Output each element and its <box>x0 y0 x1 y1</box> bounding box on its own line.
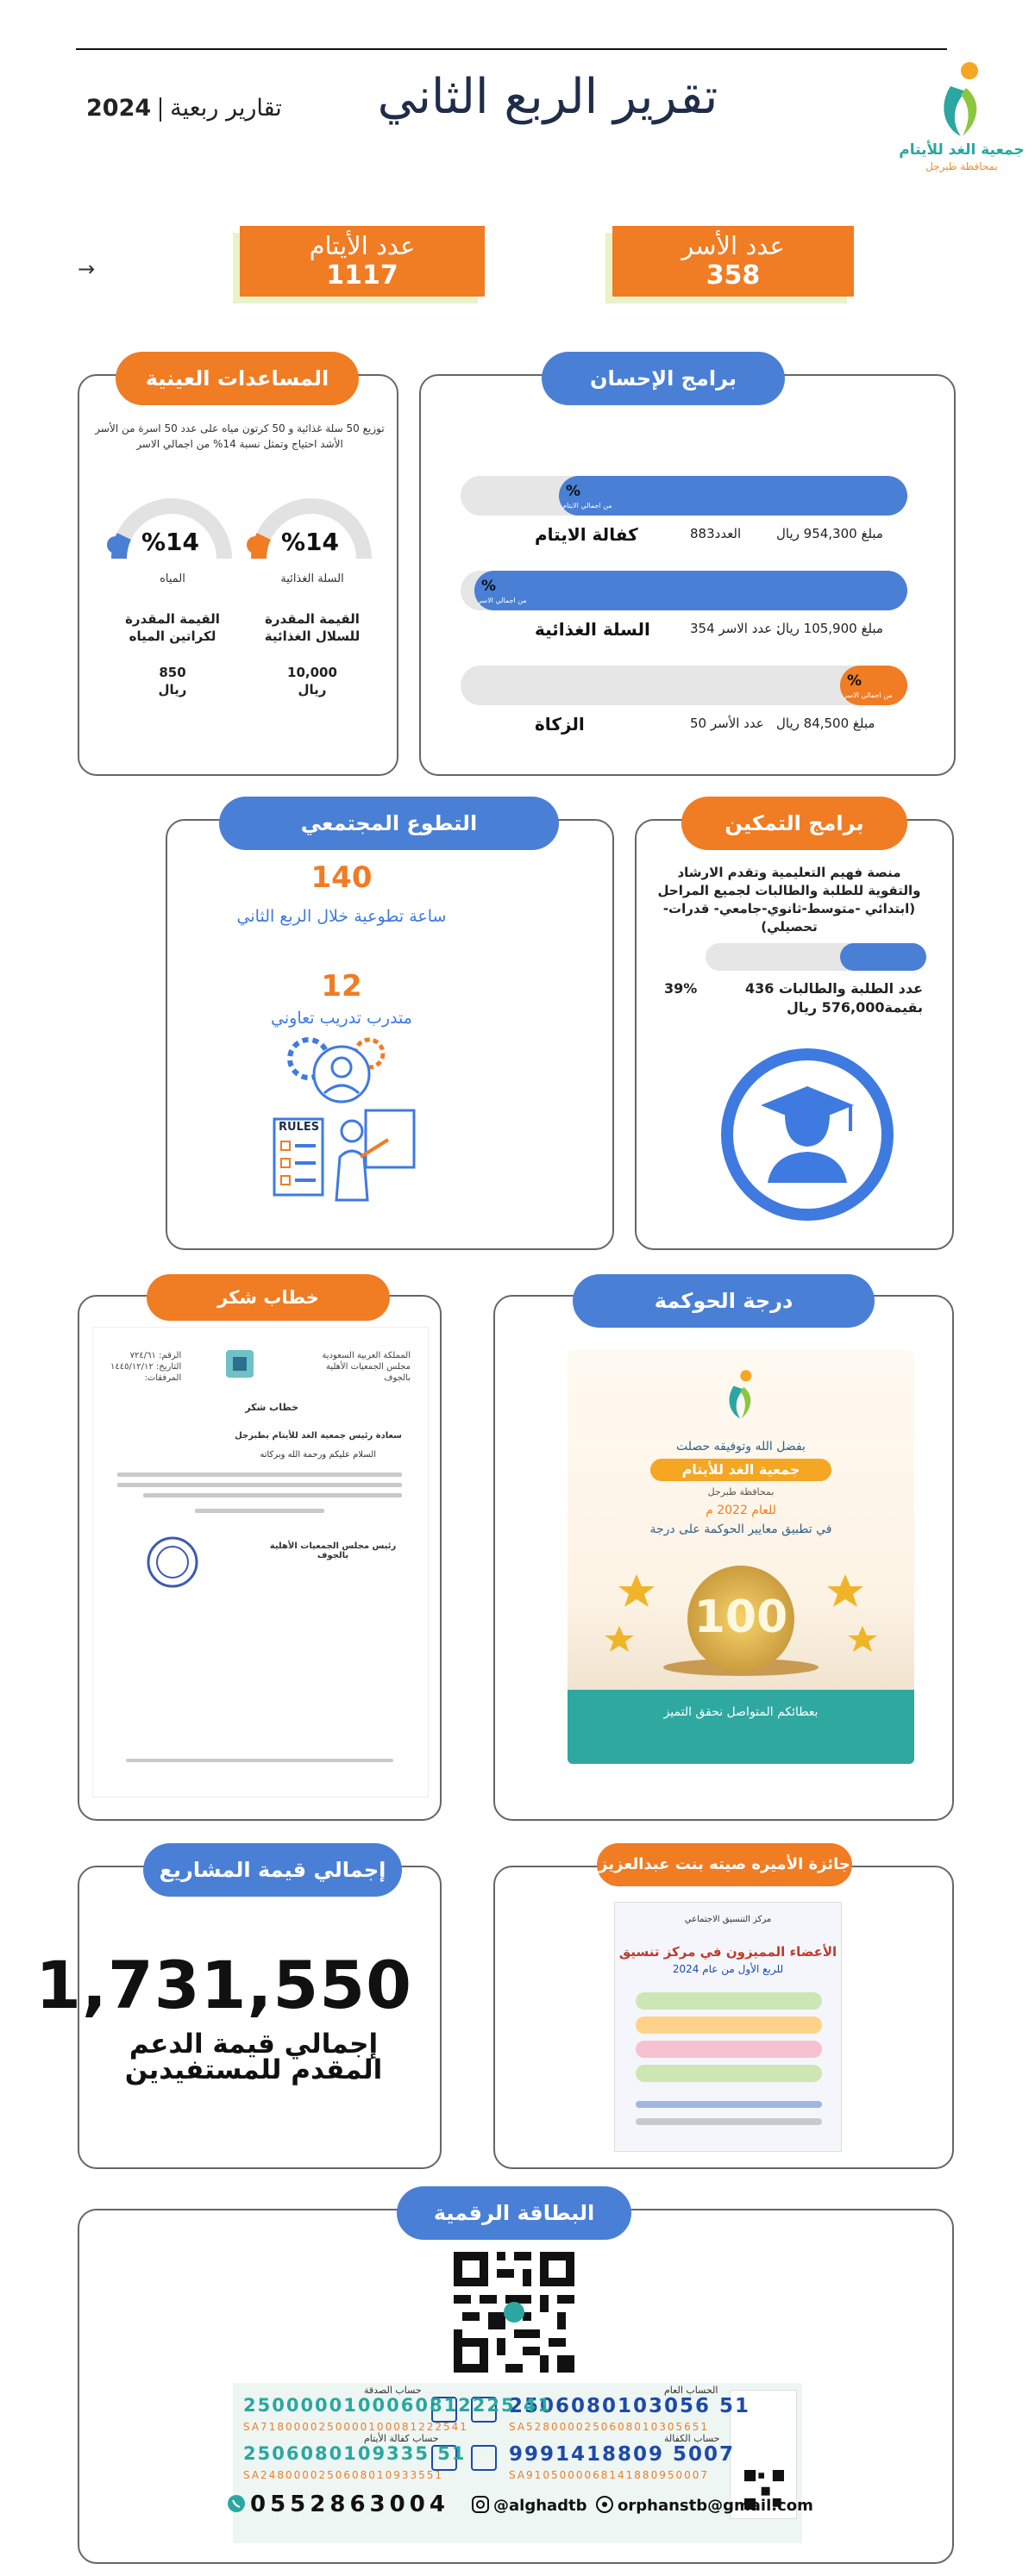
empowerment-value: بقيمة576,000 ريال <box>786 999 923 1016</box>
empowerment-students: عدد الطلبة والطالبات 436 <box>745 980 923 997</box>
poster-row <box>636 2041 822 2058</box>
letter-signature: رئيس مجلس الجمعيات الأهلية بالجوف <box>269 1541 397 1560</box>
thanks-letter-image <box>93 1328 428 1797</box>
trainees-label: متدرب تدريب تعاوني <box>271 1009 412 1028</box>
empowerment-progress-bar <box>706 943 926 971</box>
volunteering-title: التطوع المجتمعي <box>219 797 559 850</box>
org-sub: بمحافظة طبرجل <box>925 160 998 172</box>
poster-sub: للربع الأول من عام 2024 <box>672 1963 784 1975</box>
program-percent: % <box>481 578 497 595</box>
arrow-icon[interactable]: → <box>78 257 96 281</box>
cert-footer-text: بعطائكم المتواصل نحقق التميز <box>663 1705 819 1719</box>
program-progress-fill <box>474 571 907 610</box>
program-progress-fill <box>559 476 907 516</box>
program-count: العدد883 <box>690 526 742 541</box>
totals-label: إجمالي قيمة الدعم المقدم للمستفيدين <box>124 2029 383 2085</box>
inkind-title: المساعدات العينية <box>116 352 359 405</box>
gauge-label: المياه <box>160 572 185 585</box>
org-logo <box>897 60 1026 207</box>
program-amount: مبلغ 105,900 ريال <box>776 621 883 636</box>
program-note: من اجمالي الايتام <box>562 502 612 510</box>
program-count: : عدد الاسر 354 <box>690 621 781 636</box>
cert-city: بمحافظة طبرجل <box>707 1486 775 1497</box>
program-percent: % <box>847 672 862 690</box>
page-title: تقرير الربع الثاني <box>377 69 718 125</box>
stat-face <box>612 226 854 297</box>
award-poster-image <box>614 1902 842 2152</box>
account-label: حساب الصدقة <box>364 2385 422 2396</box>
instagram-handle[interactable]: @alghadtb <box>493 2497 587 2515</box>
rules-label: RULES <box>279 1121 320 1134</box>
account-number: 2506080109335 51 <box>243 2443 467 2464</box>
empowerment-description: منصة فهيم التعليمية وتقدم الارشاد والتقوية للطلبة والطالبات لجميع المراحل (ابتدائي -متوسط-ثانوي-جامعي- قدرات-تحصيلي) <box>657 865 921 935</box>
program-note: من اجمالي الاسر <box>478 597 527 604</box>
poster-head: مركز التنسيق الاجتماعي <box>684 1915 772 1924</box>
program-name: كفالة الايتام <box>535 524 638 545</box>
bank-icon <box>471 2445 497 2471</box>
totals-value: 1,731,550 <box>35 1947 412 2023</box>
gauge-dot <box>107 536 124 553</box>
governance-title: درجة الحوكمة <box>573 1274 875 1328</box>
program-progress-track <box>461 571 907 610</box>
account-label: حساب كفالة الأيتام <box>364 2433 439 2444</box>
logo-figure-icon <box>932 60 992 140</box>
report-subtitle <box>86 95 282 122</box>
empowerment-progress-fill <box>840 943 926 971</box>
letter-logo-icon <box>223 1347 257 1381</box>
gauge-value: 850 <box>159 665 186 680</box>
program-amount: مبلغ 954,300 ريال <box>776 526 883 541</box>
account-label: الحساب العام <box>664 2385 718 2396</box>
account-number: 9991418809 5007 <box>509 2443 736 2466</box>
email-icon <box>595 2495 614 2514</box>
gauge-value-title: القيمة المقدرة للسلال الغذائية <box>264 611 361 644</box>
program-name: السلة الغذائية <box>535 619 650 640</box>
poster-row <box>636 2118 822 2125</box>
account-iban: SA2480000250608010933551 <box>243 2469 444 2481</box>
families-stat <box>612 226 854 297</box>
report-year: 2024 <box>86 95 152 122</box>
top-rule <box>76 48 947 50</box>
cert-intro: بفضل الله وتوفيقه حصلت <box>676 1440 806 1454</box>
instagram-icon <box>471 2495 490 2514</box>
letter-header-left: الرقم: ٧٢٤/٦١ التاريخ: ١٤٤٥/١٢/١٢ المرفقات: <box>110 1351 182 1383</box>
families-label: عدد الأسر <box>681 231 785 260</box>
totals-title: إجمالي قيمة المشاريع <box>143 1843 402 1897</box>
governance-score: 100 <box>693 1591 788 1643</box>
program-note: من اجمالي الاسر <box>844 691 893 699</box>
gauge-value-title: القيمة المقدرة لكراتين المياه <box>125 611 220 644</box>
letter-line <box>143 1493 402 1497</box>
cert-footer <box>568 1690 914 1764</box>
gauge-label: السلة الغذائية <box>280 572 344 585</box>
gauge-dot <box>247 536 264 553</box>
email-address[interactable]: orphanstb@gmail.com <box>618 2497 813 2515</box>
letter-line <box>117 1483 402 1487</box>
account-number: 2500000100060812225 41 <box>243 2395 553 2416</box>
cert-year: للعام 2022 م <box>706 1504 776 1517</box>
graduate-figure-icon <box>733 1060 881 1209</box>
gauge-value: 10,000 <box>287 665 337 680</box>
cert-logo-icon <box>721 1369 761 1421</box>
stat-face <box>240 226 485 297</box>
letter-recipient: سعادة رئيس جمعية الغد للأيتام بطبرجل <box>235 1431 402 1441</box>
qr-code-icon[interactable] <box>454 2252 574 2373</box>
phone-number[interactable]: 0552863004 <box>250 2492 449 2517</box>
program-progress-track <box>461 666 907 705</box>
orphans-value: 1117 <box>326 260 398 291</box>
poster-row <box>636 2101 822 2108</box>
governance-certificate-image <box>568 1350 914 1764</box>
org-name: جمعية الغد للأيتام <box>899 141 1025 159</box>
letter-header-right: المملكة العربية السعودية مجلس الجمعيات الأهلية بالجوف <box>322 1351 411 1383</box>
account-label: حساب الكفالة <box>664 2433 720 2444</box>
empowerment-stat <box>664 979 923 1017</box>
inkind-description: توزيع 50 سلة غذائية و 50 كرتون مياه على عدد 50 اسرة من الأسر الأشد احتياج وتمثل نسبة 14% من اجمالي الاسر <box>95 422 385 450</box>
award-title: جائزة الأميره صيته بنت عبدالعزيز <box>597 1843 852 1886</box>
empowerment-percent: 39% <box>664 980 698 997</box>
gauge-percent: %14 <box>281 528 340 556</box>
graduate-icon <box>721 1048 894 1221</box>
letter-greeting: السلام عليكم ورحمة الله وبركاته <box>260 1450 376 1460</box>
report-type: تقارير ربعية <box>170 95 282 122</box>
account-iban: SA9105000068141880950007 <box>509 2469 710 2481</box>
letter-footer-line <box>126 1759 393 1762</box>
digital-card-title: البطاقة الرقمية <box>397 2186 631 2240</box>
families-value: 358 <box>706 260 761 291</box>
cert-org: جمعية الغد للأيتام <box>650 1459 831 1481</box>
gauge-currency: ريال <box>158 682 187 697</box>
gauge-currency: ريال <box>298 682 327 697</box>
poster-title: الأعضاء المميزون في مركز تنسيق <box>618 1944 837 1960</box>
gauge-percent: %14 <box>141 528 200 556</box>
whatsapp-icon <box>226 2493 247 2514</box>
poster-row <box>636 2016 822 2034</box>
letter-line <box>195 1509 324 1513</box>
thanks-title: خطاب شكر <box>147 1274 390 1321</box>
program-count: عدد الأسر 50 <box>690 716 764 731</box>
ihsan-title: برامج الإحسان <box>542 352 785 405</box>
program-percent: % <box>566 483 581 500</box>
orphans-stat <box>240 226 485 297</box>
account-iban: SA7180000250000100081222541 <box>243 2421 468 2433</box>
program-amount: مبلغ 84,500 ريال <box>776 716 875 731</box>
title-separator <box>160 97 161 122</box>
program-progress-track <box>461 476 907 516</box>
program-name: الزكاة <box>535 714 585 735</box>
letter-subject: خطاب شكر <box>245 1402 298 1413</box>
account-number: 2506080103056 51 <box>509 2395 751 2417</box>
volunteer-hours-label: ساعة تطوعية خلال الربع الثاني <box>236 907 447 926</box>
poster-row <box>636 2065 822 2082</box>
account-iban: SA5280000250608010305651 <box>509 2421 710 2433</box>
governance-score-badge <box>687 1566 794 1673</box>
trainees-count: 12 <box>321 969 362 1004</box>
cert-line: في تطبيق معايير الحوكمة على درجة <box>649 1522 832 1536</box>
empowerment-title: برامج التمكين <box>681 797 907 850</box>
orphans-label: عدد الأيتام <box>309 231 416 260</box>
letter-line <box>117 1472 402 1477</box>
letter-stamp-icon <box>145 1535 200 1590</box>
volunteer-hours: 140 <box>310 860 373 895</box>
poster-row <box>636 1992 822 2010</box>
